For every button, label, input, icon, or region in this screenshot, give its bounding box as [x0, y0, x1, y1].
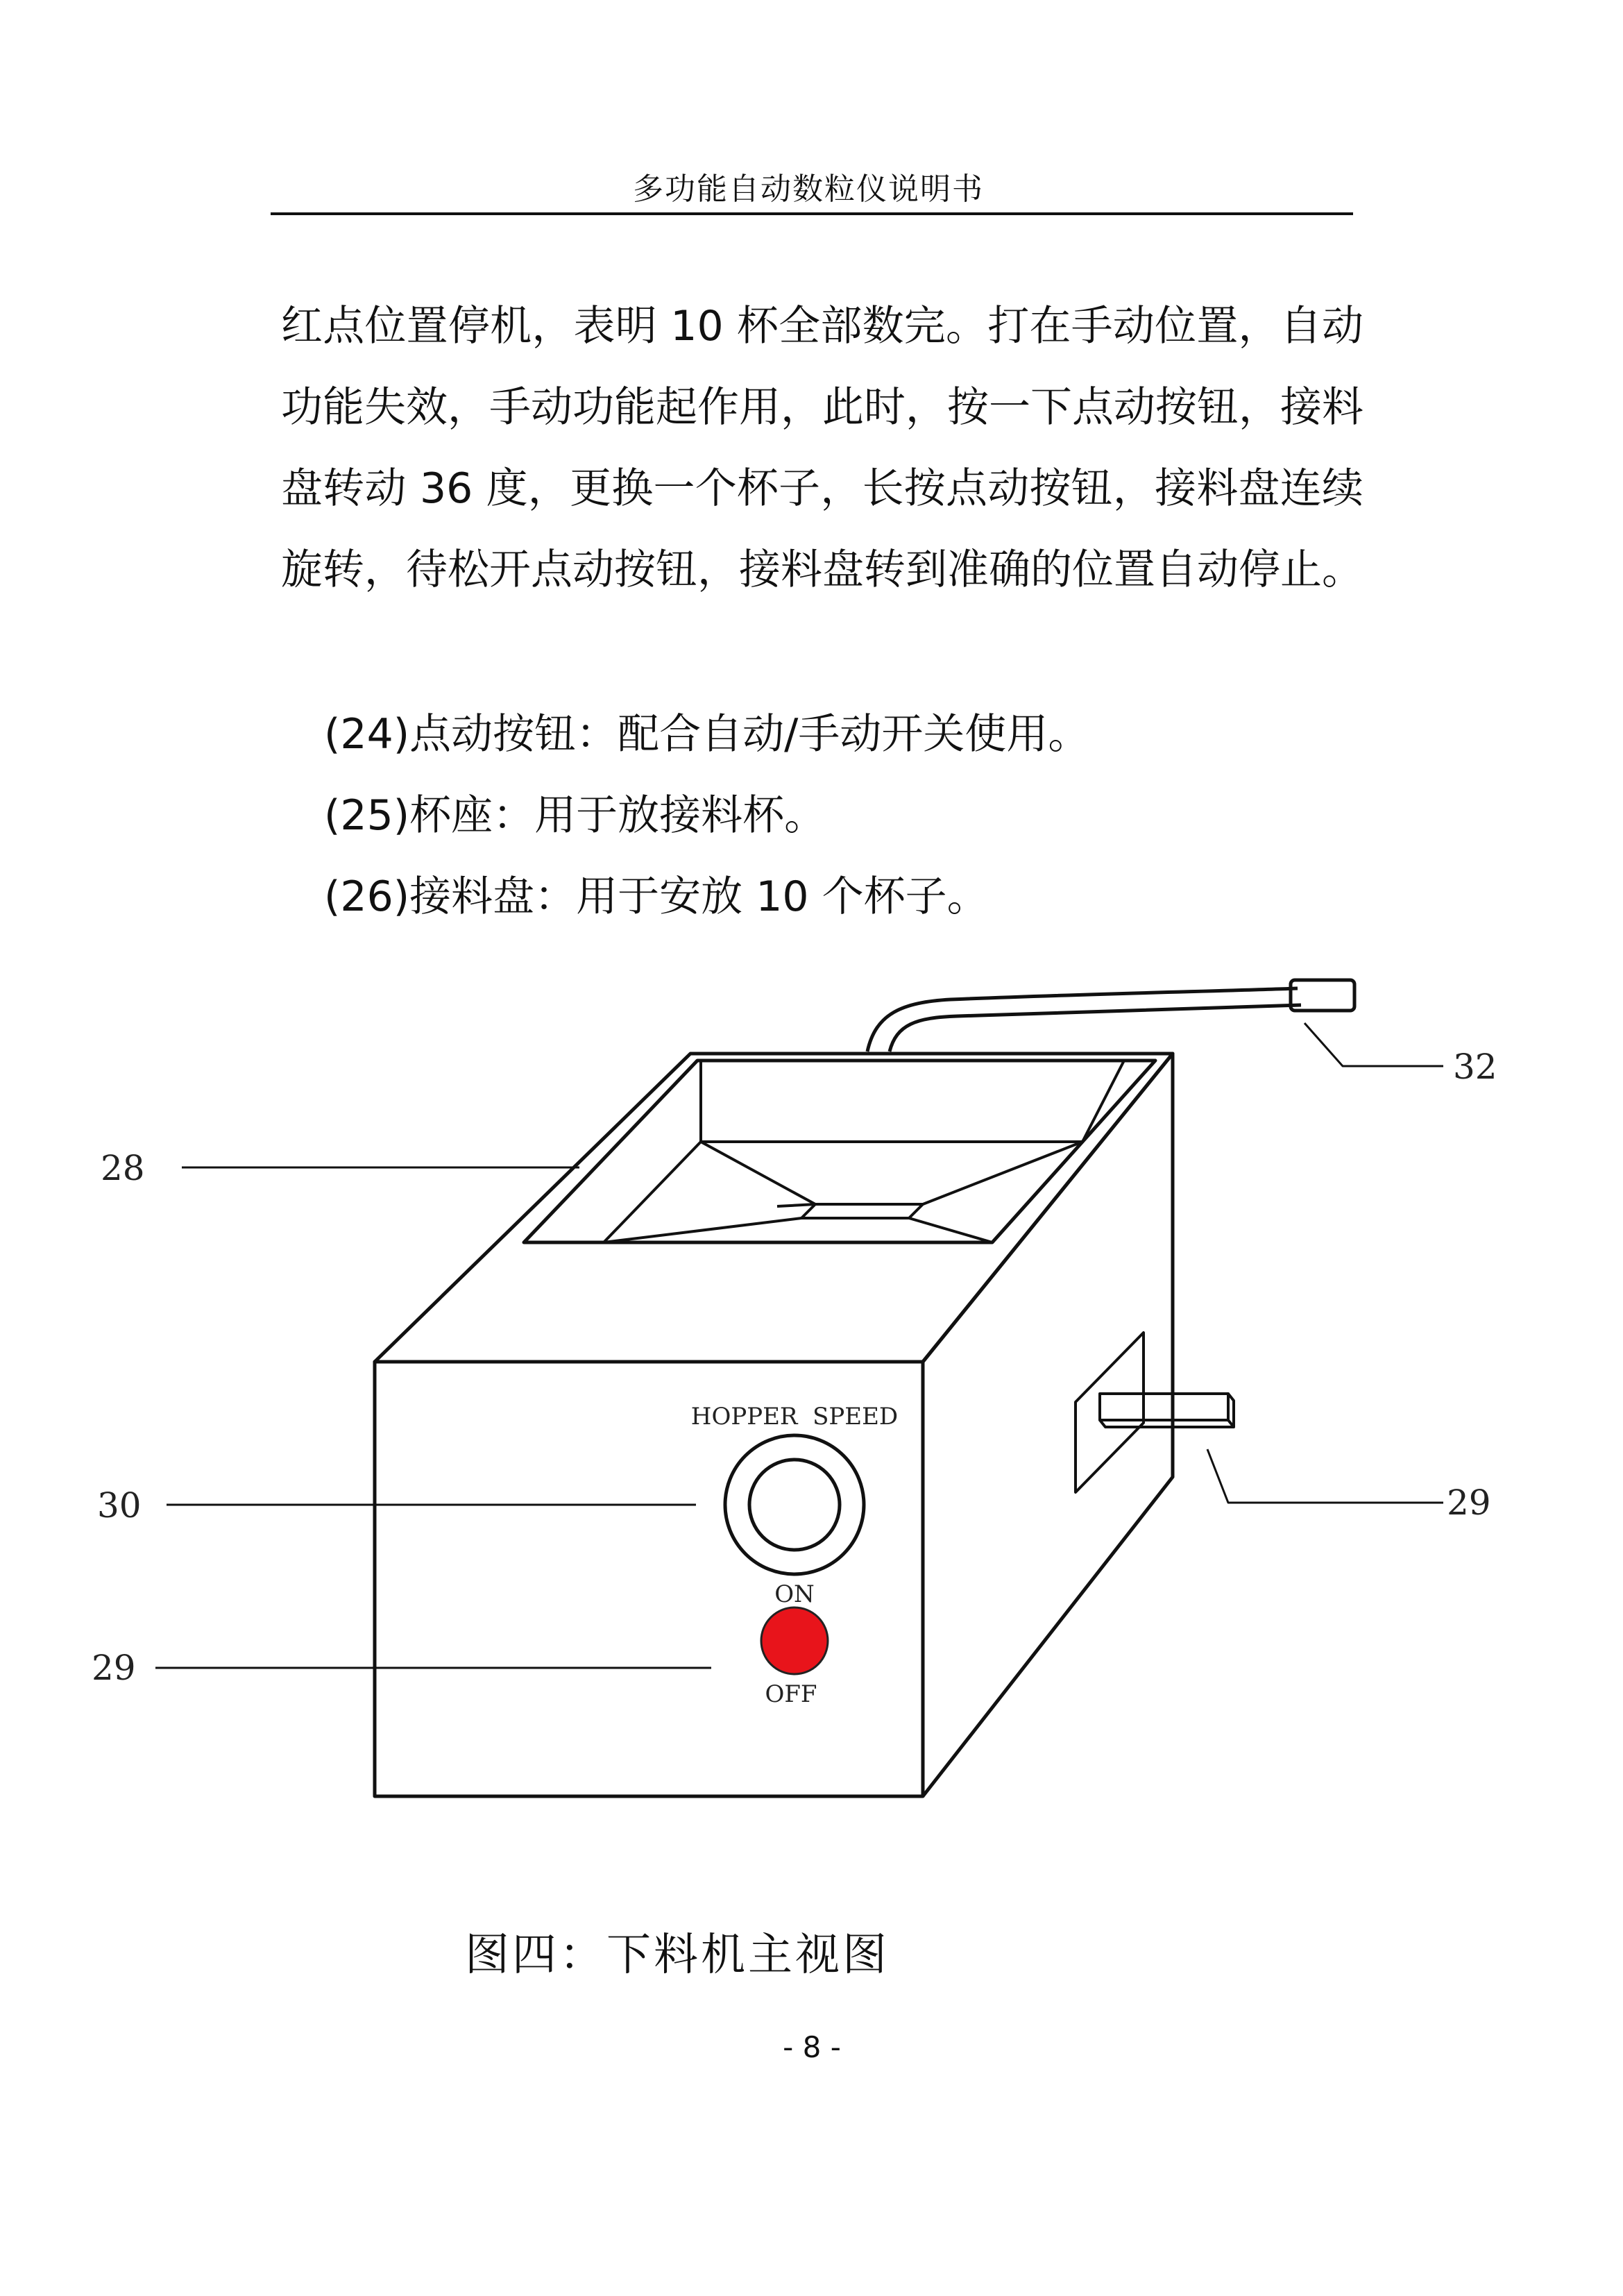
list-item: (25)杯座：用于放接料杯。 — [324, 791, 826, 840]
box-side-face — [923, 1054, 1173, 1796]
hopper-speed-label: HOPPER SPEED — [690, 1403, 899, 1430]
leader-29-side — [1207, 1449, 1443, 1503]
body-paragraph: 红点位置停机，表明 10 杯全部数完。打在手动位置，自动功能失效，手动功能起作用，此时，按一下点动按钮，接料盘转动 36 度，更换一个杯子，长按点动按钮，接料盘连续旋转，待松开点动按钮，接料盘转到准确的位置自动停止。 — [281, 302, 1363, 594]
header-rule — [271, 212, 1353, 215]
hopper-opening-inner — [604, 1142, 1082, 1242]
off-label: OFF — [765, 1680, 817, 1708]
box-top-face — [375, 1054, 1173, 1362]
speed-knob-inner — [749, 1460, 840, 1550]
figure-caption: 图四：下料机主视图 — [465, 1930, 890, 1981]
item-list — [324, 694, 1089, 938]
side-bracket-plate — [1076, 1333, 1144, 1492]
callout-32: 32 — [1453, 1047, 1497, 1087]
leader-32 — [1305, 1023, 1443, 1066]
page-number: - 8 - — [783, 2030, 841, 2064]
hopper-front-view-figure — [0, 944, 1623, 1832]
callout-29-front: 29 — [92, 1648, 136, 1688]
hopper-funnel — [701, 1142, 1082, 1204]
callout-29-side: 29 — [1447, 1483, 1491, 1523]
speed-knob-outer — [725, 1435, 864, 1574]
page-header-title: 多功能自动数粒仪说明书 — [633, 171, 984, 207]
list-item: (26)接料盘：用于安放 10 个杯子。 — [324, 872, 989, 921]
list-item: (24)点动按钮：配合自动/手动开关使用。 — [324, 710, 1090, 759]
side-bracket-bar — [1100, 1394, 1228, 1420]
callout-30: 30 — [97, 1485, 142, 1526]
on-off-switch[interactable] — [761, 1607, 828, 1674]
callout-28: 28 — [101, 1148, 145, 1188]
on-label: ON — [774, 1580, 815, 1608]
